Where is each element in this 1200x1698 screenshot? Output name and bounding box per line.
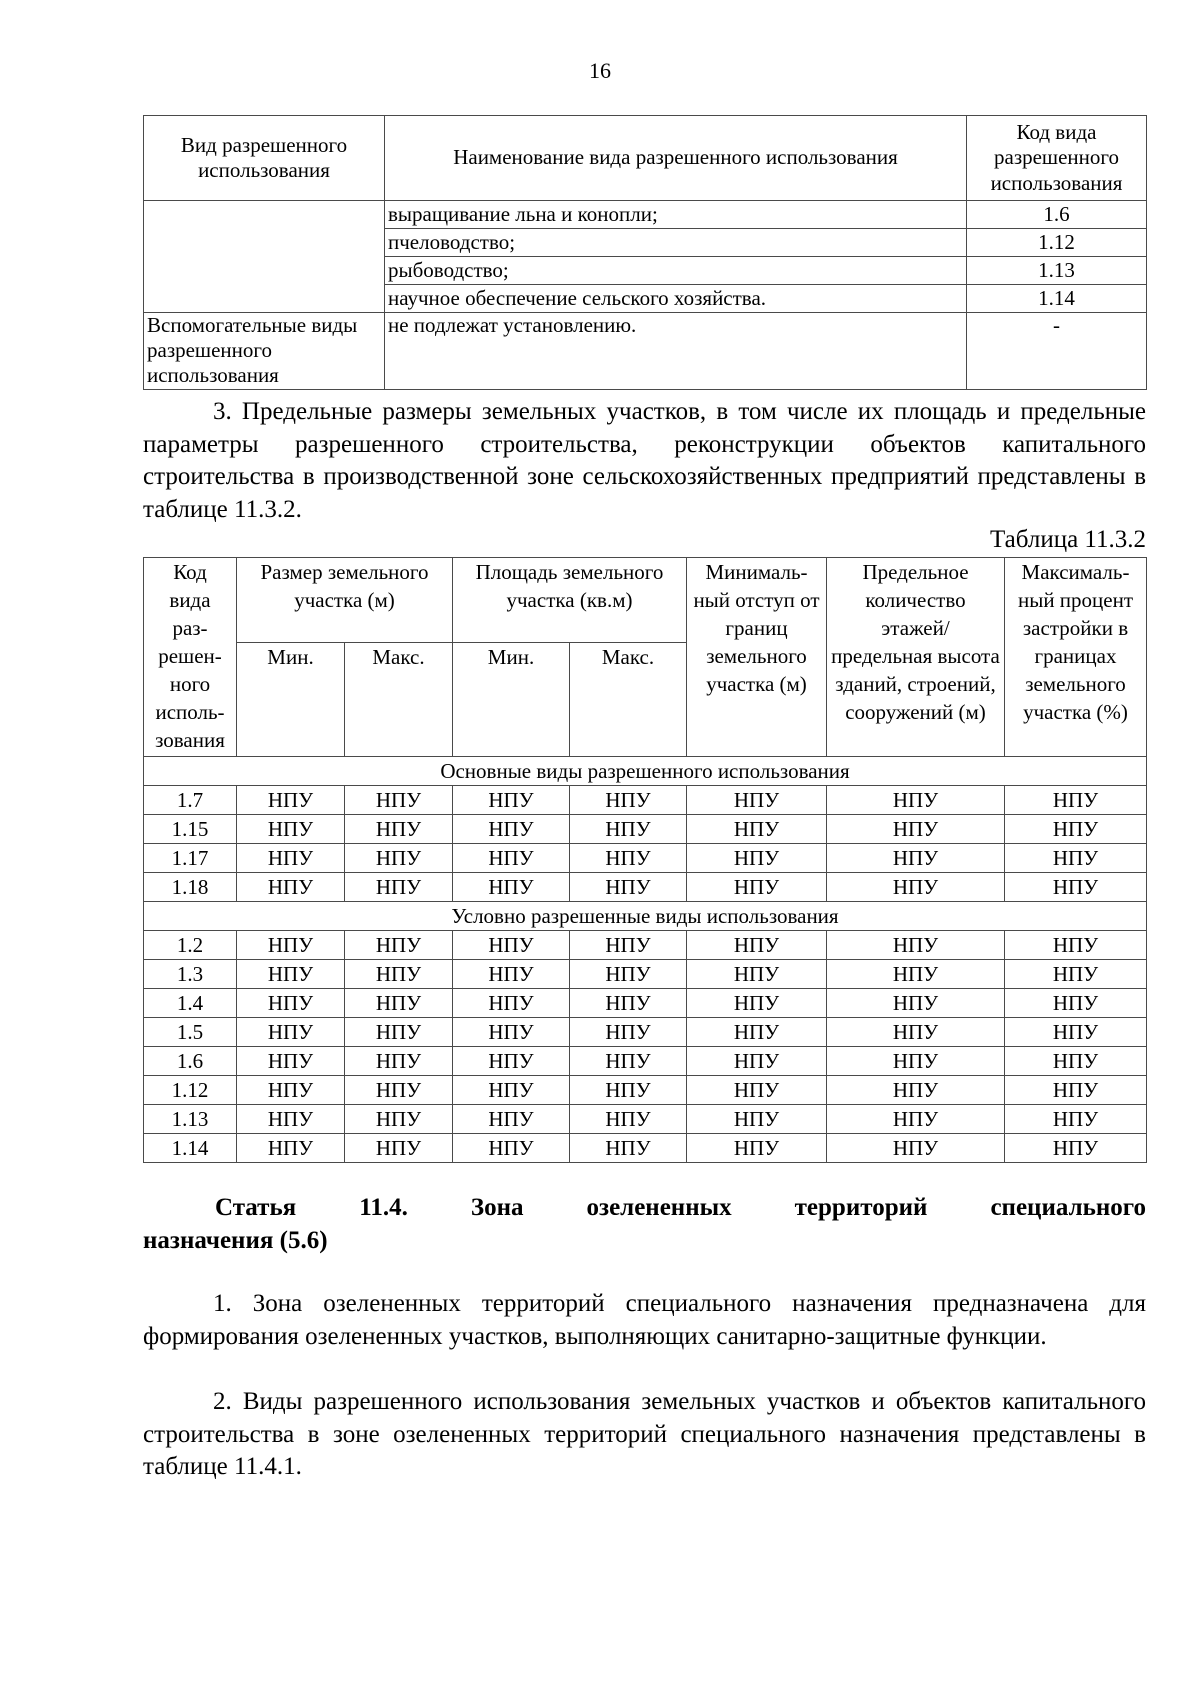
header-plot-area: Площадь земельного участка (кв.м) — [453, 558, 687, 643]
code-cell: 1.4 — [144, 989, 237, 1018]
header-code: Код вида раз- решен- ного исполь- зования — [144, 558, 237, 757]
value-cell: НПУ — [687, 989, 827, 1018]
value-cell: НПУ — [1005, 844, 1147, 873]
paragraph-2: 2. Виды разрешенного использования земельных участков и объектов капитального строительства в зоне озелененных территорий специального назначения представлены в таблице 11.4.1. — [143, 1388, 1146, 1480]
table-row — [144, 1076, 1147, 1105]
value-cell: НПУ — [345, 989, 453, 1018]
value-cell: НПУ — [345, 873, 453, 902]
table-row — [144, 1047, 1147, 1076]
header-max-percent: Максималь-ный процент застройки в границах земельного участка (%) — [1005, 558, 1147, 757]
value-cell: НПУ — [345, 1018, 453, 1047]
code-cell: 1.13 — [144, 1105, 237, 1134]
value-cell: НПУ — [453, 960, 570, 989]
value-cell: НПУ — [237, 1105, 345, 1134]
value-cell: НПУ — [1005, 815, 1147, 844]
value-cell: НПУ — [570, 1047, 687, 1076]
value-cell: НПУ — [453, 1047, 570, 1076]
header-use-code: Код вида разрешенного использования — [967, 116, 1147, 201]
value-cell: НПУ — [827, 931, 1005, 960]
table-row — [144, 815, 1147, 844]
value-cell: НПУ — [345, 844, 453, 873]
value-cell: НПУ — [687, 1018, 827, 1047]
table-row — [144, 960, 1147, 989]
value-cell: НПУ — [827, 960, 1005, 989]
table-row — [144, 786, 1147, 815]
value-cell: НПУ — [1005, 786, 1147, 815]
main-rows — [144, 786, 1147, 902]
page-number: 16 — [589, 58, 611, 83]
value-cell: НПУ — [570, 1076, 687, 1105]
value-cell: НПУ — [237, 931, 345, 960]
value-cell: НПУ — [570, 1105, 687, 1134]
use-type-cell — [144, 201, 385, 313]
value-cell: НПУ — [570, 931, 687, 960]
value-cell: НПУ — [1005, 931, 1147, 960]
value-cell: НПУ — [687, 1047, 827, 1076]
value-cell: НПУ — [237, 786, 345, 815]
value-cell: НПУ — [687, 786, 827, 815]
use-code-cell: 1.14 — [967, 285, 1147, 313]
header-max-floors: Предельное количество этажей/ предельная высота зданий, строений, сооружений (м) — [827, 558, 1005, 757]
value-cell: НПУ — [453, 1018, 570, 1047]
table-row — [144, 201, 1147, 229]
value-cell: НПУ — [570, 1134, 687, 1163]
table-row — [144, 931, 1147, 960]
value-cell: НПУ — [827, 1134, 1005, 1163]
value-cell: НПУ — [827, 873, 1005, 902]
value-cell: НПУ — [1005, 1076, 1147, 1105]
code-cell: 1.12 — [144, 1076, 237, 1105]
value-cell: НПУ — [827, 844, 1005, 873]
code-cell: 1.14 — [144, 1134, 237, 1163]
value-cell: НПУ — [237, 1018, 345, 1047]
paragraph-3: 3. Предельные размеры земельных участков, в том числе их площадь и предельные параметры разрешенного строительства, реконструкции объектов капитального строительства в производственной зоне сельскохозяйственных предприятий представлены в таблице 11.3.2. — [143, 398, 1146, 523]
value-cell: НПУ — [345, 1076, 453, 1105]
value-cell: НПУ — [827, 1076, 1005, 1105]
use-code-cell: - — [967, 313, 1147, 390]
use-name-cell: не подлежат установлению. — [385, 313, 967, 390]
article-heading-line1 — [143, 1191, 1146, 1224]
header-area-min: Мин. — [453, 643, 570, 757]
code-cell: 1.2 — [144, 931, 237, 960]
use-name-cell: пчеловодство; — [385, 229, 967, 257]
value-cell: НПУ — [687, 815, 827, 844]
header-plot-size: Размер земельного участка (м) — [237, 558, 453, 643]
value-cell: НПУ — [345, 786, 453, 815]
value-cell: НПУ — [570, 815, 687, 844]
header-min-offset: Минималь-ный отступ от границ земельного участка (м) — [687, 558, 827, 757]
table-row — [144, 989, 1147, 1018]
code-cell: 1.18 — [144, 873, 237, 902]
table-caption: Таблица 11.3.2 — [990, 526, 1146, 553]
value-cell: НПУ — [345, 1047, 453, 1076]
value-cell: НПУ — [687, 960, 827, 989]
land-use-types-table — [143, 115, 1147, 390]
article-word: территорий — [794, 1194, 928, 1221]
value-cell: НПУ — [237, 960, 345, 989]
code-cell: 1.5 — [144, 1018, 237, 1047]
code-cell: 1.3 — [144, 960, 237, 989]
table-row — [144, 1105, 1147, 1134]
article-word: озелененных — [586, 1194, 732, 1221]
value-cell: НПУ — [453, 1076, 570, 1105]
use-name-cell: научное обеспечение сельского хозяйства. — [385, 285, 967, 313]
article-word: Статья — [215, 1194, 297, 1221]
article-word: 11.4. — [359, 1194, 408, 1221]
value-cell: НПУ — [453, 989, 570, 1018]
use-type-cell: Вспомогательные виды разрешенного использования — [144, 313, 385, 390]
table-row — [144, 873, 1147, 902]
value-cell: НПУ — [345, 1134, 453, 1163]
value-cell: НПУ — [1005, 960, 1147, 989]
code-cell: 1.15 — [144, 815, 237, 844]
value-cell: НПУ — [687, 873, 827, 902]
value-cell: НПУ — [345, 1105, 453, 1134]
value-cell: НПУ — [1005, 873, 1147, 902]
header-use-type: Вид разрешенного использования — [144, 116, 385, 201]
table-row — [144, 1018, 1147, 1047]
value-cell: НПУ — [237, 844, 345, 873]
value-cell: НПУ — [687, 931, 827, 960]
value-cell: НПУ — [570, 873, 687, 902]
value-cell: НПУ — [345, 931, 453, 960]
paragraph-1: 1. Зона озелененных территорий специального назначения предназначена для формирования озелененных участков, выполняющих санитарно-защитные функции. — [143, 1290, 1146, 1350]
value-cell: НПУ — [345, 815, 453, 844]
value-cell: НПУ — [687, 1134, 827, 1163]
use-name-cell: выращивание льна и конопли; — [385, 201, 967, 229]
section-title-main: Основные виды разрешенного использования — [144, 757, 1147, 786]
value-cell: НПУ — [570, 786, 687, 815]
value-cell: НПУ — [237, 873, 345, 902]
value-cell: НПУ — [1005, 1018, 1147, 1047]
table-header-row — [144, 558, 1147, 643]
value-cell: НПУ — [1005, 1047, 1147, 1076]
value-cell: НПУ — [453, 873, 570, 902]
use-code-cell: 1.13 — [967, 257, 1147, 285]
value-cell: НПУ — [237, 1076, 345, 1105]
header-use-name: Наименование вида разрешенного использования — [385, 116, 967, 201]
article-word: Зона — [470, 1194, 524, 1221]
section-row-main — [144, 757, 1147, 786]
value-cell: НПУ — [687, 1105, 827, 1134]
value-cell: НПУ — [687, 1076, 827, 1105]
article-heading — [143, 1191, 1146, 1257]
header-size-min: Мин. — [237, 643, 345, 757]
value-cell: НПУ — [570, 989, 687, 1018]
article-word: специального — [990, 1194, 1146, 1221]
value-cell: НПУ — [453, 844, 570, 873]
value-cell: НПУ — [687, 844, 827, 873]
use-name-cell: рыбоводство; — [385, 257, 967, 285]
table-header-row — [144, 116, 1147, 201]
use-code-cell: 1.12 — [967, 229, 1147, 257]
value-cell: НПУ — [827, 815, 1005, 844]
header-area-max: Макс. — [570, 643, 687, 757]
value-cell: НПУ — [237, 989, 345, 1018]
conditional-rows — [144, 931, 1147, 1163]
value-cell: НПУ — [1005, 989, 1147, 1018]
value-cell: НПУ — [1005, 1134, 1147, 1163]
value-cell: НПУ — [453, 815, 570, 844]
value-cell: НПУ — [345, 960, 453, 989]
value-cell: НПУ — [827, 1018, 1005, 1047]
value-cell: НПУ — [827, 989, 1005, 1018]
value-cell: НПУ — [827, 786, 1005, 815]
value-cell: НПУ — [237, 815, 345, 844]
header-size-max: Макс. — [345, 643, 453, 757]
value-cell: НПУ — [1005, 1105, 1147, 1134]
section-title-conditional: Условно разрешенные виды использования — [144, 902, 1147, 931]
value-cell: НПУ — [827, 1105, 1005, 1134]
value-cell: НПУ — [237, 1134, 345, 1163]
value-cell: НПУ — [570, 844, 687, 873]
code-cell: 1.17 — [144, 844, 237, 873]
value-cell: НПУ — [237, 1047, 345, 1076]
use-code-cell: 1.6 — [967, 201, 1147, 229]
value-cell: НПУ — [570, 960, 687, 989]
value-cell: НПУ — [453, 786, 570, 815]
table-row — [144, 1134, 1147, 1163]
land-parameters-table — [143, 557, 1147, 1163]
value-cell: НПУ — [453, 931, 570, 960]
table-row — [144, 844, 1147, 873]
code-cell: 1.6 — [144, 1047, 237, 1076]
table-row — [144, 313, 1147, 390]
value-cell: НПУ — [453, 1105, 570, 1134]
value-cell: НПУ — [827, 1047, 1005, 1076]
section-row-conditional — [144, 902, 1147, 931]
article-heading-line2: назначения (5.6) — [143, 1227, 328, 1254]
value-cell: НПУ — [453, 1134, 570, 1163]
value-cell: НПУ — [570, 1018, 687, 1047]
code-cell: 1.7 — [144, 786, 237, 815]
